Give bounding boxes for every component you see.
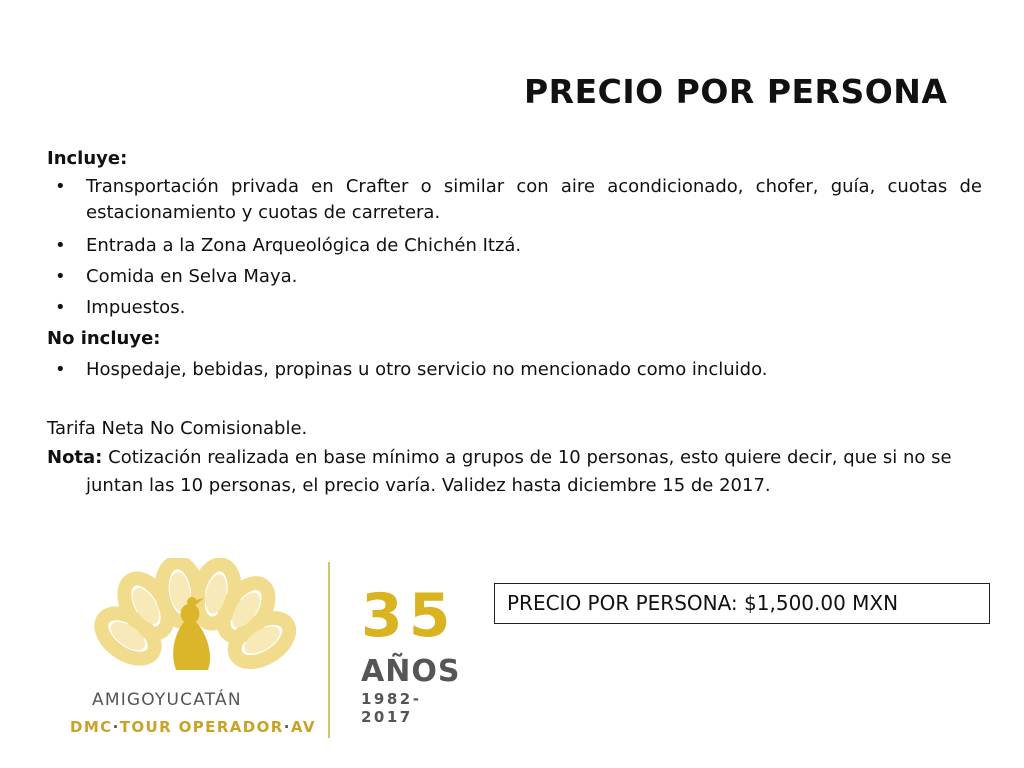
tagline-separator: · [112, 718, 120, 736]
note-label: Nota: [47, 447, 103, 468]
list-item [47, 261, 982, 292]
list-item [47, 230, 982, 261]
anniversary-years: 1982-2017 [361, 690, 422, 726]
list-item [47, 354, 982, 385]
excludes-heading: No incluye: [47, 328, 161, 349]
bullet-icon: • [55, 176, 66, 197]
include-item-meal: Comida en Selva Maya. [86, 266, 298, 287]
list-item [47, 292, 982, 323]
company-logo [58, 558, 461, 748]
page-title: PRECIO POR PERSONA [524, 72, 948, 111]
include-item-entrance: Entrada a la Zona Arqueológica de Chichén Itzá. [86, 235, 522, 256]
bullet-icon: • [55, 297, 66, 318]
content-body [47, 143, 982, 500]
anniversary-number: 35 [361, 581, 457, 651]
include-item-transport: Transportación privada en Crafter o similar con aire acondicionado, chofer, guía, cuotas de estacionamiento y cuotas de carretera. [86, 176, 982, 223]
include-item-taxes: Impuestos. [86, 297, 186, 318]
exclude-item-lodging: Hospedaje, bebidas, propinas u otro servicio no mencionado como incluido. [86, 359, 768, 380]
tagline-dmc: DMC [70, 718, 113, 736]
bullet-icon: • [55, 235, 66, 256]
rate-note: Tarifa Neta No Comisionable. [47, 418, 308, 439]
tagline-separator: · [283, 718, 291, 736]
bullet-icon: • [55, 266, 66, 287]
peacock-icon [58, 558, 318, 688]
brand-tagline [70, 718, 316, 736]
tagline-av: AV [290, 718, 316, 736]
anniversary-word: AÑOS [361, 654, 461, 689]
spacer [47, 385, 982, 413]
note-paragraph [47, 444, 982, 500]
list-item [47, 174, 982, 226]
brand-name: AMIGOYUCATÁN [92, 690, 242, 710]
note-text: Cotización realizada en base mínimo a grupos de 10 personas, esto quiere decir, que si no se juntan las 10 personas, el precio varía. Validez hasta diciembre 15 de 2017. [86, 447, 952, 496]
price-box: PRECIO POR PERSONA: $1,500.00 MXN [494, 583, 990, 624]
tagline-tour: TOUR OPERADOR [119, 718, 284, 736]
includes-heading: Incluye: [47, 148, 128, 169]
logo-divider [328, 562, 330, 738]
bullet-icon: • [55, 359, 66, 380]
